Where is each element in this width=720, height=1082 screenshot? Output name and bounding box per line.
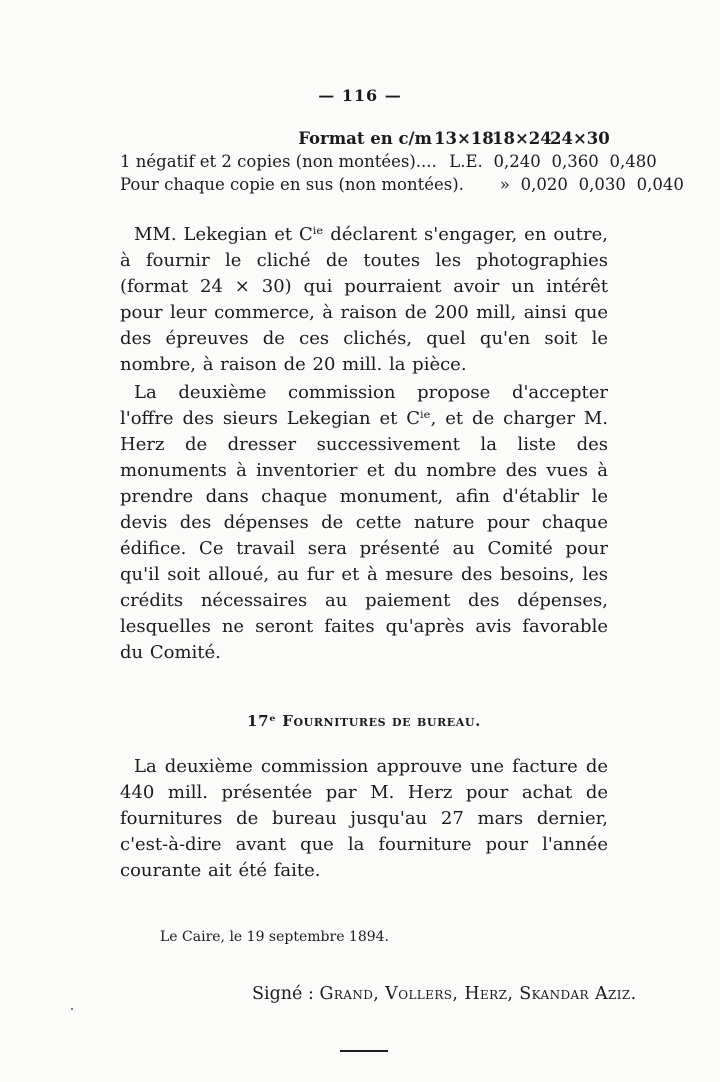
table-row-label: 1 négatif et 2 copies (non montées).... [120,152,437,171]
table-cell-value: 0,020 [520,175,568,194]
table-header-col-24x30: 24×30 [550,129,610,148]
table-header-col-18x24: 18×24 [492,129,552,148]
end-rule [340,1050,388,1052]
table-header-col-13x18: 13×18 [434,129,494,148]
table-cell-value: 0,040 [636,175,684,194]
signature-names: Grand, Vollers, Herz, Skandar Aziz. [319,984,637,1004]
table-row-label: Pour chaque copie en sus (non montées). [120,175,464,194]
table-header-format-label: Format en c/m [298,129,432,148]
price-table [120,127,684,196]
signature-line [252,984,637,1004]
table-row-negatif [120,150,657,173]
signature-prefix: Signé : [252,984,320,1004]
paragraph-engagement: MM. Lekegian et Cⁱᵉ déclarent s'engager, en outre, à fournir le cliché de toutes les photographies (format 24 × 30) qui pourraient avoir un intérêt pour leur commerce, à raison de 200 mill, ainsi que des épreuves de ces clichés, quel qu'en soit le nombre, à raison de 20 mill. la pièce. [120,224,608,375]
page-number: — 116 — [318,86,402,105]
table-cell-value: 0,030 [578,175,626,194]
table-cell-value: 0,240 [493,152,541,171]
table-cell-value: 0,480 [609,152,657,171]
paragraph-facture: La deuxième commission approuve une facture de 440 mill. présentée par M. Herz pour achat de fournitures de bureau jusqu'au 27 mars dernier, c'est-à-dire avant que la fourniture pour l'année courante ait été faite. [120,756,608,881]
paragraph-commission-proposal: La deuxième commission propose d'accepter l'offre des sieurs Lekegian et Cⁱᵉ, et de charger M. Herz de dresser successivement la liste des monuments à inventorier et du nombre des vues à prendre dans chaque monument, afin d'établir le devis des dépenses de cette nature pour chaque édifice. Ce travail sera présenté au Comité pour qu'il soit alloué, au fur et à mesure des besoins, les crédits nécessaires au paiement des dépenses, lesquelles ne seront faites qu'après avis favorable du Comité. [120,382,608,663]
table-row-unit: » [499,175,510,194]
table-row-copie-en-sus [120,173,684,196]
table-row-unit: L.E. [449,152,483,171]
section-heading-fournitures: 17ᵉ Fournitures de bureau. [247,712,481,730]
stray-ink-mark [71,1008,73,1010]
page-content [120,127,684,1052]
price-table-header-row [120,127,608,150]
table-cell-value: 0,360 [551,152,599,171]
dateline: Le Caire, le 19 septembre 1894. [160,929,390,945]
